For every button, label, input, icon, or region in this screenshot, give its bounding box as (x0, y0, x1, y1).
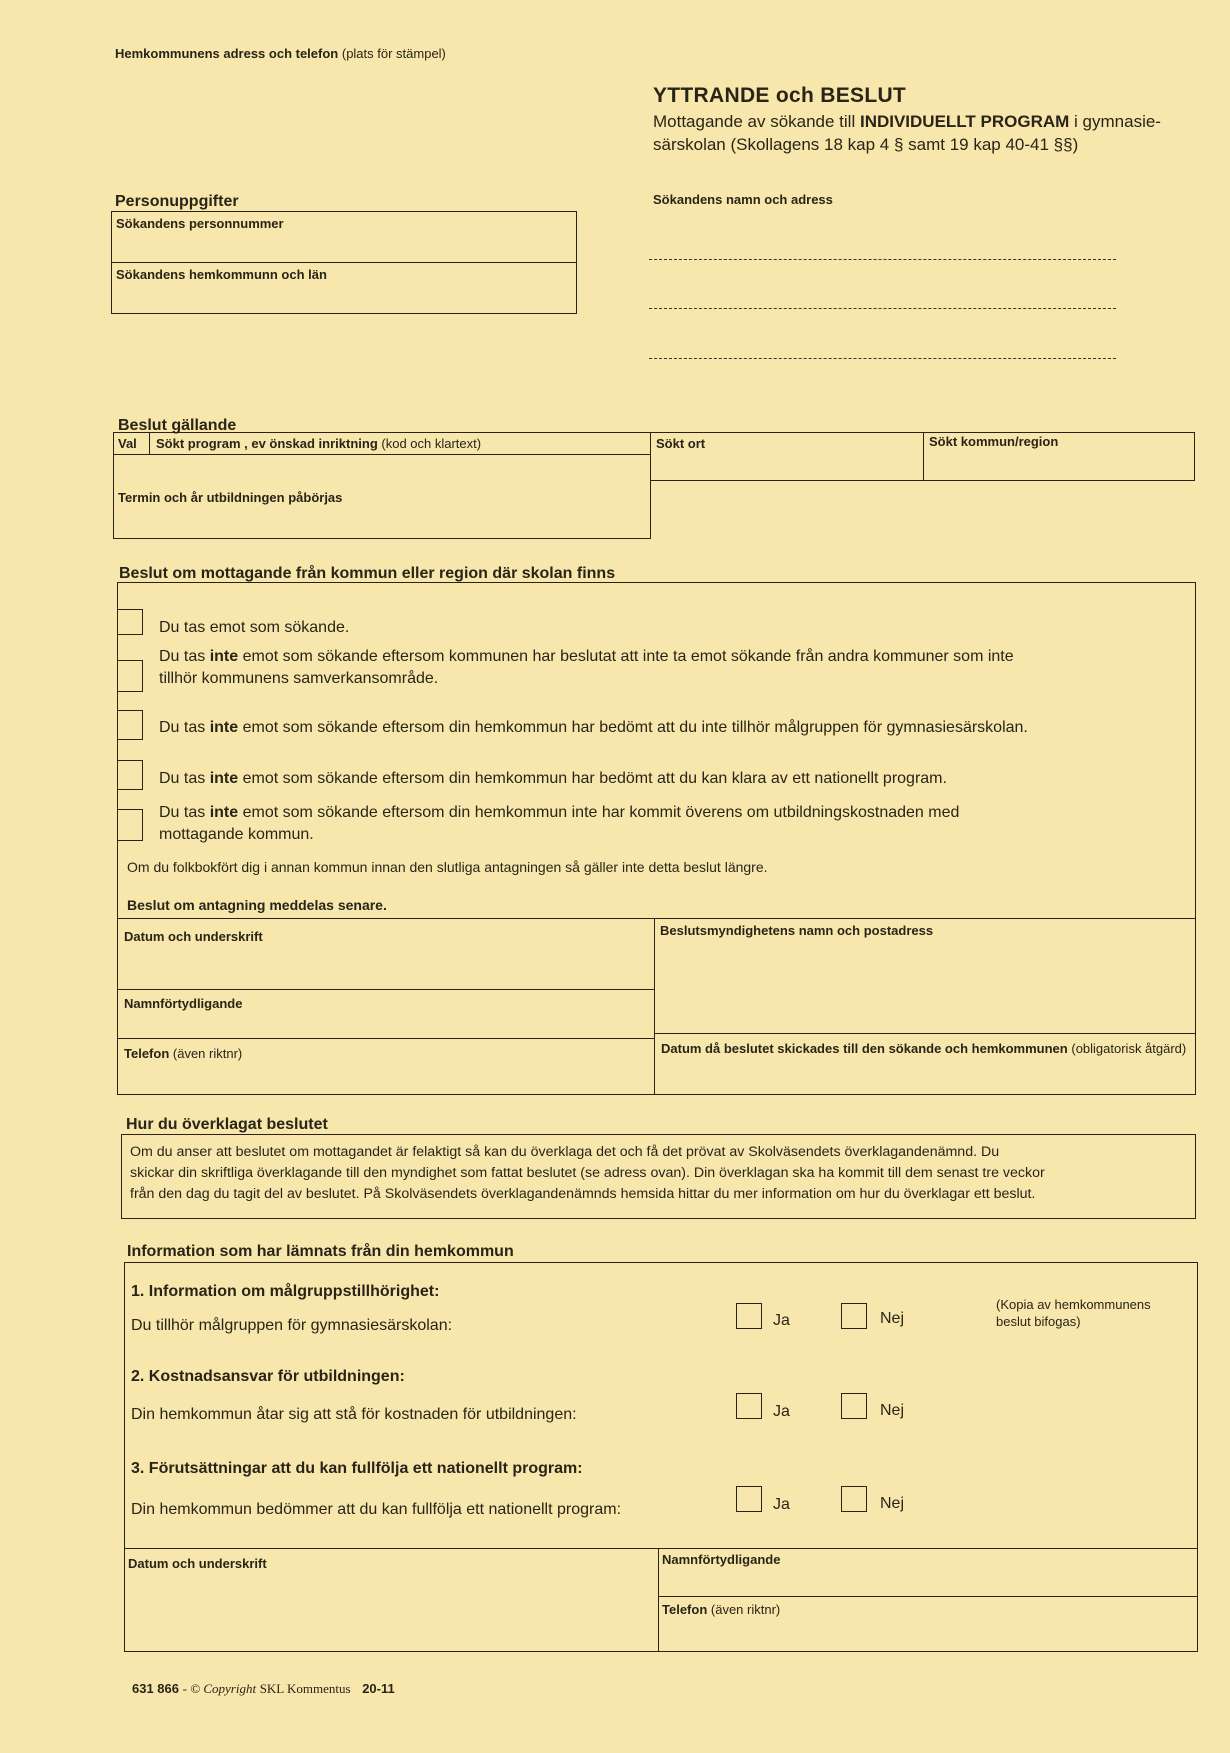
form-title: YTTRANDE och BESLUT (653, 84, 907, 107)
q1-text: Du tillhör målgruppen för gymnasiesärskolan: (131, 1317, 453, 1334)
q1-yes-label: Ja (773, 1312, 790, 1329)
decision-regarding-heading: Beslut gällande (118, 417, 237, 434)
option-4-text: Du tas inte emot som sökande eftersom din hemkommun har bedömt att du kan klara av ett nationellt program. (159, 770, 947, 787)
q2-yes-label: Ja (773, 1403, 790, 1420)
decision-name-clar-label: Namnförtydligande (124, 996, 243, 1011)
option-4-checkbox[interactable] (117, 760, 143, 790)
q1-no-label: Nej (880, 1310, 905, 1327)
kommun-label: Sökt kommun/region (929, 434, 1059, 449)
q3-yes-label: Ja (773, 1496, 790, 1513)
address-line-1[interactable] (649, 259, 1116, 260)
address-line-3[interactable] (649, 358, 1116, 359)
program-label: Sökt program , ev önskad inriktning (kod och klartext) (156, 436, 482, 451)
municipality-label: Sökandens hemkommunn och län (116, 267, 327, 282)
q1-no-checkbox[interactable] (841, 1303, 867, 1329)
option-5-text: Du tas inte emot som sökande eftersom din hemkommun inte har kommit överens om utbildningskostnaden med mottagande kommun. (159, 804, 960, 843)
decision-date-sign-label: Datum och underskrift (124, 929, 263, 944)
personal-box (111, 211, 577, 314)
q3-title: 3. Förutsättningar att du kan fullfölja ett nationellt program: (131, 1460, 583, 1477)
q3-no-label: Nej (880, 1495, 905, 1512)
stamp-label: Hemkommunens adress och telefon (plats för stämpel) (115, 46, 446, 61)
decision-regarding-box (113, 432, 1196, 540)
appeal-text: Om du anser att beslutet om mottagandet är felaktigt så kan du överklaga det och få det prövat av Skolväsendets överklagandenämnd. Du skickar din skriftliga överklagande till den myndighet som fattat beslutet (se adress ovan). Din överklagan ska ha kommit till dem senast tre veckor från den dag du tagit del av beslutet. På Skolväsendets överklagandenämnds hemsida hittar du mer information om hur du överklagar ett beslut. (130, 1144, 1045, 1202)
option-1-text: Du tas emot som sökande. (159, 619, 350, 636)
q3-yes-checkbox[interactable] (736, 1486, 762, 1512)
option-3-text: Du tas inte emot som sökande eftersom din hemkommun har bedömt att du inte tillhör målgruppen för gymnasiesärskolan. (159, 719, 1028, 736)
relocation-note: Om du folkbokfört dig i annan kommun innan den slutliga antagningen så gäller inte detta beslut längre. (127, 859, 768, 875)
form-subtitle: Mottagande av sökande till INDIVIDUELLT PROGRAM i gymnasie- särskolan (Skollagens 18 kap 4 § samt 19 kap 40-41 §§) (653, 112, 1161, 154)
q2-yes-checkbox[interactable] (736, 1393, 762, 1419)
q1-yes-checkbox[interactable] (736, 1303, 762, 1329)
q1-title: 1. Information om målgruppstillhörighet: (131, 1283, 440, 1300)
q2-no-checkbox[interactable] (841, 1393, 867, 1419)
q3-no-checkbox[interactable] (841, 1486, 867, 1512)
decision-heading: Beslut om mottagande från kommun eller region där skolan finns (119, 565, 616, 582)
option-2-text: Du tas inte emot som sökande eftersom kommunen har beslutat att inte ta emot sökande från andra kommuner som inte tillhör kommunens samverkansområde. (159, 648, 1014, 687)
q2-no-label: Nej (880, 1402, 905, 1419)
ort-label: Sökt ort (656, 436, 706, 451)
info-heading: Information som har lämnats från din hemkommun (127, 1243, 514, 1260)
q2-text: Din hemkommun åtar sig att stå för kostnaden för utbildningen: (131, 1406, 577, 1423)
info-date-sign-label: Datum och underskrift (128, 1556, 267, 1571)
info-name-clar-label: Namnförtydligande (662, 1552, 781, 1567)
option-1-checkbox[interactable] (117, 609, 143, 635)
appeal-box (121, 1134, 1196, 1219)
info-phone-label: Telefon (även riktnr) (662, 1602, 781, 1617)
footer: 631 866 - © Copyright SKL Kommentus 20-11 (132, 1681, 395, 1696)
authority-label: Beslutsmyndighetens namn och postadress (660, 923, 934, 938)
personal-heading: Personuppgifter (115, 193, 239, 210)
term-label: Termin och år utbildningen påbörjas (118, 490, 343, 505)
option-2-checkbox[interactable] (117, 660, 143, 692)
appeal-heading: Hur du överklagat beslutet (126, 1116, 328, 1133)
sent-date-label: Datum då beslutet skickades till den sökande och hemkommunen (obligatorisk åtgärd) (661, 1041, 1187, 1056)
option-3-checkbox[interactable] (117, 710, 143, 740)
pnr-label: Sökandens personnummer (116, 216, 284, 231)
option-5-checkbox[interactable] (117, 809, 143, 841)
personal-divider (112, 262, 576, 263)
q3-text: Din hemkommun bedömmer att du kan fullfölja ett nationellt program: (131, 1501, 622, 1518)
address-line-2[interactable] (649, 308, 1116, 309)
later-note: Beslut om antagning meddelas senare. (127, 897, 387, 913)
val-label: Val (118, 436, 137, 451)
q2-title: 2. Kostnadsansvar för utbildningen: (131, 1368, 405, 1385)
name-address-label: Sökandens namn och adress (653, 192, 833, 207)
decision-phone-label: Telefon (även riktnr) (124, 1046, 243, 1061)
pnr-input[interactable] (116, 234, 570, 256)
municipality-input[interactable] (116, 286, 570, 308)
q1-note: (Kopia av hemkommunens beslut bifogas) (996, 1297, 1151, 1329)
